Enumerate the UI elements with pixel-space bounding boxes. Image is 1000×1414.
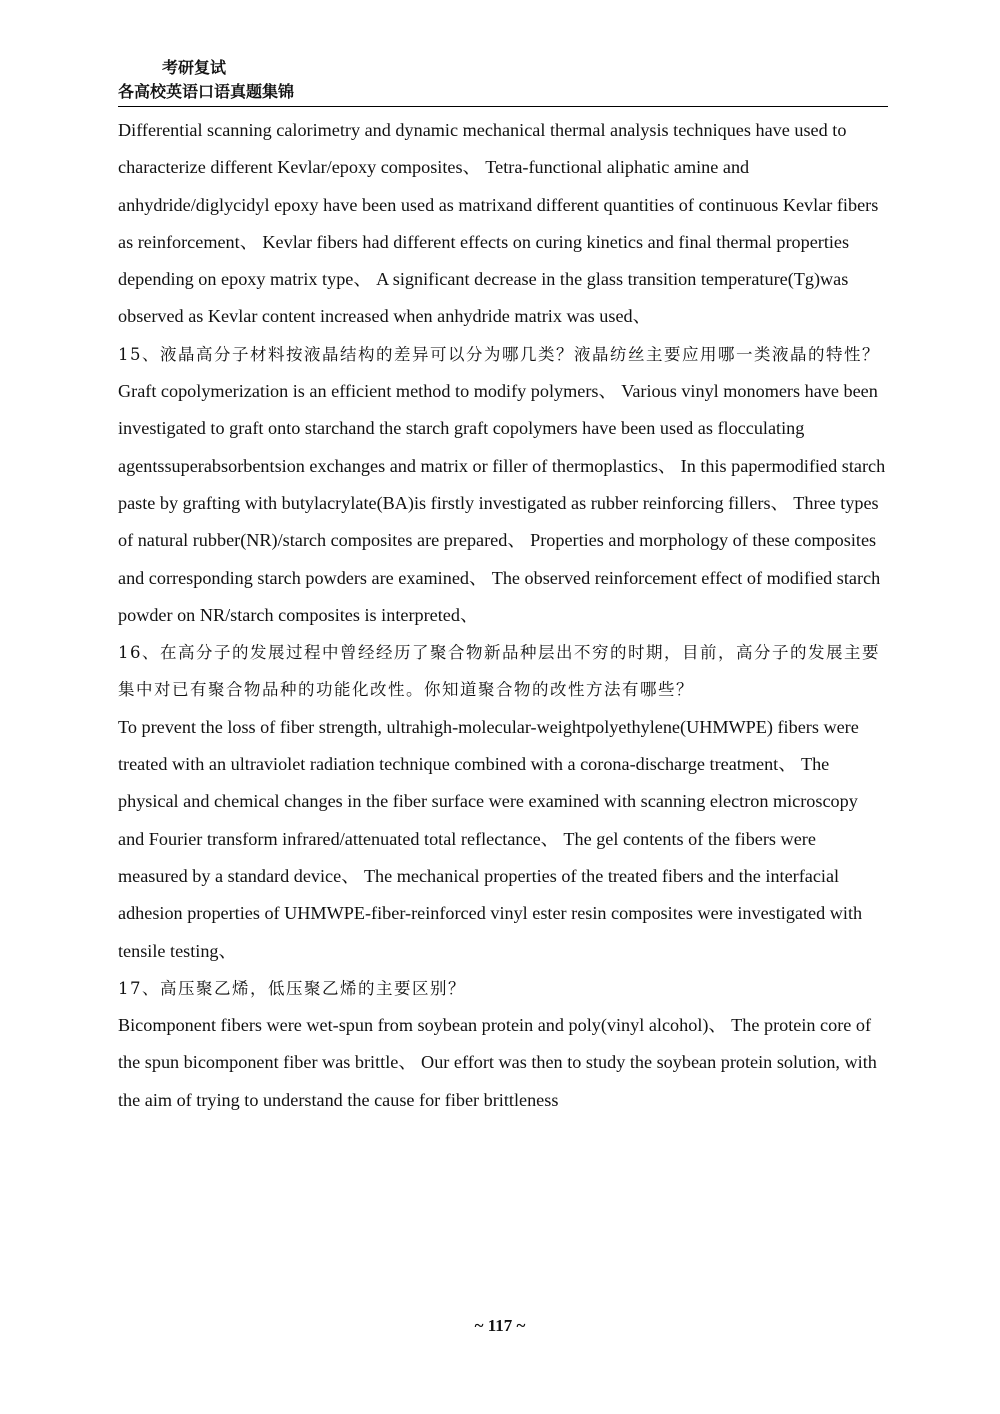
question-17: 17、高压聚乙烯，低压聚乙烯的主要区别？ — [118, 978, 466, 998]
document-body — [118, 112, 888, 1119]
page-header — [118, 56, 888, 104]
abstract-paragraph-4: Bicomponent fibers were wet-spun from soybean protein and poly(vinyl alcohol)、 The protein core of the spun bicomponent fiber was brittle、 Our effort was then to study the soybean protein solution, with the aim of trying to understand the cause for fiber brittleness — [118, 1015, 877, 1110]
header-title: 考研复试 — [162, 58, 227, 77]
abstract-paragraph-1: Differential scanning calorimetry and dynamic mechanical thermal analysis techniques have used to characterize different Kevlar/epoxy composites、 Tetra-functional aliphatic amine and anhydride/diglycidyl epoxy have been used as matrixand different quantities of continuous Kevlar fibers as reinforcement、 Kevlar fibers had different effects on curing kinetics and final thermal properties depending on epoxy matrix type、 A significant decrease in the glass transition temperature(Tg)was observed as Kevlar content increased when anhydride matrix was used、 — [118, 120, 879, 327]
question-15: 15、液晶高分子材料按液晶结构的差异可以分为哪几类？液晶纺丝主要应用哪一类液晶的特性？ — [118, 344, 880, 364]
abstract-paragraph-2: Graft copolymerization is an efficient method to modify polymers、 Various vinyl monomers have been investigated to graft onto starchand the starch graft copolymers have been used as flocculating agentssuperabsorbentsion exchanges and matrix or filler of thermoplastics、 In this papermodified starch paste by grafting with butylacrylate(BA)is firstly investigated as rubber reinforcing fillers、 Three types of natural rubber(NR)/starch composites are prepared、 Properties and morphology of these composites and corresponding starch powders are examined、 The observed reinforcement effect of modified starch powder on NR/starch composites is interpreted、 — [118, 381, 886, 625]
header-subtitle: 各高校英语口语真题集锦 — [118, 82, 295, 101]
page-number: ~ 117 ~ — [474, 1316, 526, 1335]
abstract-paragraph-3: To prevent the loss of fiber strength, ultrahigh-molecular-weightpolyethylene(UHMWPE) fibers were treated with an ultraviolet radiation technique combined with a corona-discharge treatment、 The physical and chemical changes in the fiber surface were examined with scanning electron microscopy and Fourier transform infrared/attenuated total reflectance、 The gel contents of the fibers were measured by a standard device、 The mechanical properties of the treated fibers and the interfacial adhesion properties of UHMWPE-fiber-reinforced vinyl ester resin composites were investigated with tensile testing、 — [118, 716, 863, 961]
header-rule — [118, 106, 888, 107]
question-16: 16、在高分子的发展过程中曾经经历了聚合物新品种层出不穷的时期，目前，高分子的发展主要集中对已有聚合物品种的功能化改性。你知道聚合物的改性方法有哪些？ — [118, 643, 880, 700]
